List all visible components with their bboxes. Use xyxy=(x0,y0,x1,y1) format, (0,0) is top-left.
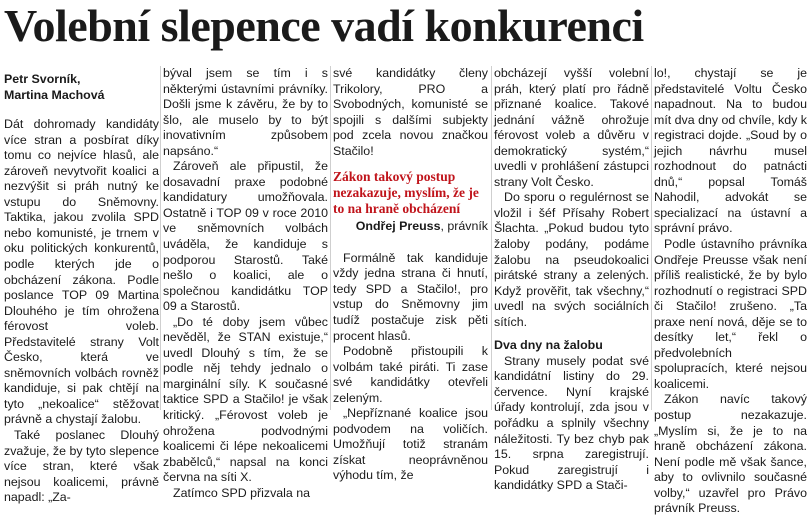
paragraph: Dát dohromady kandidáty více stran a posbírat díky tomu co nejvíce hlasů, ale zároveň nevytvořit koalici a nezvýšit si práh nutný ke vstupu do Sněmovny. Taktika, jakou zvolila SPD nebo komunisté, je trnem v oku politických konkurentů, podle kterých jde o obcházení zákona. Podle poslance TOP 09 Martina Dlouhého je tím ohrožena férovost voleb. Představitelé strany Volt Česko, která ve sněmovních volbách rovněž kandiduje, si pak chtějí na tyto „nekoalice“ stěžovat právně a chystají žalobu. xyxy=(4,117,159,427)
column-divider xyxy=(160,66,161,410)
column-divider xyxy=(651,66,652,410)
paragraph: Do sporu o regulérnost se vložil i šéf Přísahy Robert Šlachta. „Pokud budou tyto žaloby podány, podáme žalobu na pseudokoalici pirátské strany a zelených. Když prověřit, tak všechny,“ uvedl na svých sociálních sítích. xyxy=(494,190,649,329)
pull-quote-text: Zákon takový postup nezakazuje, myslím, že je to na hraně obcházení xyxy=(333,169,479,217)
paragraph: obcházejí vyšší volební práh, který platí pro řádně přiznané koalice. Takové jednání vážně ohrožuje férovost voleb a důvěru v demokratický systém,“ uvedli v prohlášení zástupci strany Volt Česko. xyxy=(494,66,649,189)
paragraph: Podobně přistoupili k volbám také piráti. Ti zase své kandidátky otevřeli zeleným. xyxy=(333,344,488,405)
pull-quote-attribution xyxy=(333,219,488,235)
column-divider xyxy=(491,66,492,410)
paragraph: Strany musely podat své kandidátní listiny do 29. července. Nyní krajské úřady kontrolují, zda jsou v pořádku a splnily všechny náležitosti. Ty bez chyb pak 15. srpna zaregistrují. Pokud zaregistrují i kandidátky SPD a Stači- xyxy=(494,353,649,493)
paragraph: Formálně tak kandiduje vždy jedna strana či hnutí, tedy SPD a Stačilo!, pro vstup do Sněmovny jim tudíž postačuje zisk pěti procent hlasů. xyxy=(333,250,488,343)
article-column-1 xyxy=(4,66,159,505)
paragraph: své kandidátky členy Trikolory, PRO a Svobodných, komunisté se spojili s dalšími subjekty pod zcela novou značkou Stačilo! xyxy=(333,66,488,158)
paragraph: Také poslanec Dlouhý zvažuje, že by tyto slepence více stran, které však nejsou koalicemi, právně napadl: „Za- xyxy=(4,428,159,505)
author-name: Martina Machová xyxy=(4,87,105,102)
paragraph: lo!, chystají se je představitelé Voltu Česko napadnout. Na to budou mít dva dny od chvíle, kdy k registraci dojde. „Soud by o jejich návrhu musel rozhodnout do patnácti dnů,“ popsal Tomáš Nahodil, advokát se specializací na ústavní a správní právo. xyxy=(654,66,807,236)
paragraph: „Do té doby jsem vůbec nevěděl, že STAN existuje,“ uvedl Dlouhý s tím, že se podle něj tehdy jednalo o marginální síly. K současné taktice SPD a Stačilo! je však kritický. „Férovost voleb je ohrožena podvodnými koalicemi či lépe nekoalicemi zbabělců,“ napsal na konci června na síti X. xyxy=(163,314,328,485)
article-column-4 xyxy=(494,66,649,493)
pull-quote-author: Ondřej Preuss xyxy=(355,219,441,234)
article-column-5 xyxy=(654,66,807,516)
byline xyxy=(4,72,159,103)
pull-quote-role: , právník xyxy=(440,219,488,234)
pull-quote xyxy=(333,169,488,235)
article-column-3 xyxy=(333,66,488,483)
paragraph: Podle ústavního právníka Ondřeje Preusse však není příliš realistické, že by bylo rozhodnutí o registraci SPD či Stačilo! zrušeno. „Ta praxe není nová, děje se to desítky let,“ řekl o předvolebních spolupracích, které nejsou koalicemi. xyxy=(654,237,807,391)
column-divider xyxy=(330,66,331,410)
paragraph: „Nepříznané koalice jsou podvodem na voličích. Umožňují totiž stranám získat neoprávněnou výhodu tím, že xyxy=(333,406,488,483)
paragraph: Zákon navíc takový postup nezakazuje. „Myslím si, že je to na hraně obcházení zákona. Není podle mě však šance, aby to ovlivnilo současné volby,“ uzavřel pro Právo právník Preuss. xyxy=(654,392,807,516)
paragraph: Zatímco SPD přizvala na xyxy=(173,485,311,500)
author-name: Petr Svorník, xyxy=(4,72,81,86)
paragraph: býval jsem se tím i s některými ústavními právníky. Došli jsme k závěru, že by to šlo, ale muselo by to být inovativním způsobem napsáno.“ xyxy=(163,66,328,158)
headline: Volební slepence vadí konkurenci xyxy=(4,0,644,51)
article-column-2 xyxy=(163,66,328,500)
subheading: Dva dny na žalobu xyxy=(494,338,603,353)
paragraph: Zároveň ale připustil, že dosavadní praxe podobné kandidatury umožňovala. Ostatně i TOP 09 v roce 2010 ve sněmovních volbách uváděla, že kandiduje s podporou Starostů. Také nešlo o koalici, ale o společnou kandidátku TOP 09 a Starostů. xyxy=(163,159,328,314)
